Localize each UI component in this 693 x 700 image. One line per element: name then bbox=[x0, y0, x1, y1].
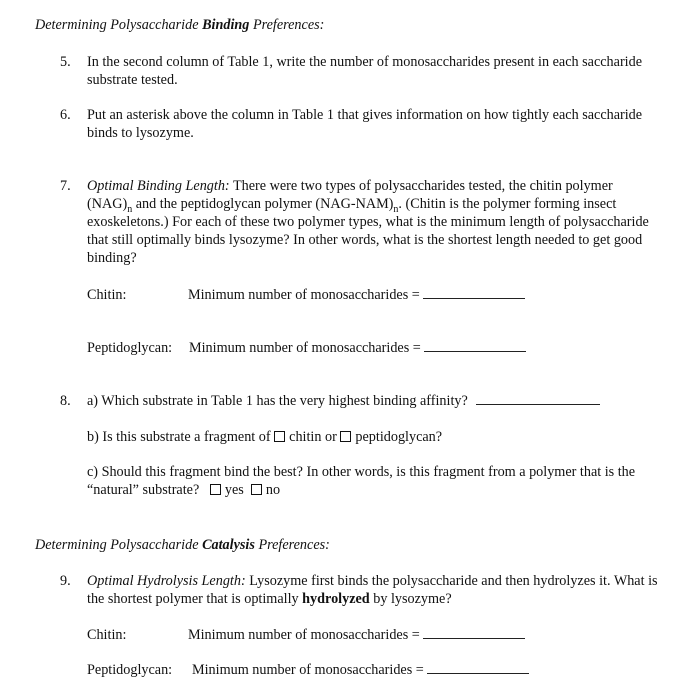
question-9-text bbox=[87, 572, 662, 608]
question-9-lead: Optimal Hydrolysis Length: bbox=[87, 573, 246, 589]
chitin-answer-blank[interactable] bbox=[423, 286, 525, 299]
section-heading-binding bbox=[35, 16, 324, 34]
question-9-text-pre: Lysozyme first binds the polysaccharide and then hydrolyzes it. What is the shortest polymer that is optimally bbox=[87, 573, 658, 607]
question-9-text-post: by lysozyme? bbox=[369, 591, 452, 607]
subscript-n: n bbox=[393, 203, 399, 215]
subscript-n: n bbox=[127, 203, 133, 215]
question-number-6: 6. bbox=[60, 107, 71, 123]
section-heading-catalysis bbox=[35, 536, 330, 554]
peptidoglycan-min-row-q9 bbox=[192, 661, 529, 679]
no-checkbox[interactable] bbox=[251, 484, 262, 495]
question-7-text3: . (Chitin is the polymer forming insect exoskeletons.) For each of these two polymer types, what is the minimum length of polysaccharide that still optimally binds lysozyme? In other words, what is the shortest length needed to get good binding? bbox=[87, 196, 649, 266]
heading-text-end: Preferences: bbox=[249, 17, 325, 33]
question-9-bold: hydrolyzed bbox=[302, 591, 370, 607]
highest-affinity-blank[interactable] bbox=[476, 392, 600, 405]
peptidoglycan-answer-blank[interactable] bbox=[424, 339, 526, 352]
chitin-label-q9: Chitin: bbox=[87, 627, 127, 643]
chitin-label: Chitin: bbox=[87, 287, 127, 303]
question-8b-text: b) Is this substrate a fragment of bbox=[87, 429, 271, 445]
heading-bold: Catalysis bbox=[202, 537, 255, 553]
question-number-5: 5. bbox=[60, 54, 71, 70]
question-8b bbox=[87, 428, 442, 446]
min-label: Minimum number of monosaccharides = bbox=[188, 287, 420, 303]
question-8c-text: c) Should this fragment bind the best? In other words, is this fragment from a polymer that is the “natural” substrate? bbox=[87, 464, 636, 498]
heading-text: Determining Polysaccharide bbox=[35, 17, 203, 33]
min-label: Minimum number of monosaccharides = bbox=[189, 340, 421, 356]
question-6-text: Put an asterisk above the column in Table 1 that gives information on how tightly each saccharide binds to lysozyme. bbox=[87, 107, 643, 141]
chitin-hydrolysis-blank[interactable] bbox=[423, 626, 525, 639]
peptidoglycan-option-label: peptidoglycan? bbox=[355, 429, 443, 445]
question-7-lead: Optimal Binding Length: bbox=[87, 178, 230, 194]
min-label: Minimum number of monosaccharides = bbox=[188, 627, 420, 643]
question-7-text bbox=[87, 177, 657, 267]
question-7-text1: There were two types of polysaccharides tested, the chitin polymer (NAG) bbox=[87, 178, 613, 212]
question-7-text2: and the peptidoglycan polymer (NAG-NAM) bbox=[132, 196, 394, 212]
peptidoglycan-hydrolysis-blank[interactable] bbox=[427, 661, 529, 674]
peptidoglycan-min-row bbox=[189, 339, 526, 357]
chitin-checkbox[interactable] bbox=[274, 431, 285, 442]
peptidoglycan-checkbox[interactable] bbox=[340, 431, 351, 442]
question-number-9: 9. bbox=[60, 573, 71, 589]
min-label: Minimum number of monosaccharides = bbox=[192, 662, 424, 678]
yes-label: yes bbox=[224, 482, 244, 498]
peptidoglycan-label: Peptidoglycan: bbox=[87, 340, 173, 356]
chitin-option-label: chitin or bbox=[289, 429, 337, 445]
no-label: no bbox=[265, 482, 281, 498]
question-8c bbox=[87, 463, 652, 499]
chitin-min-row bbox=[188, 286, 525, 304]
question-number-7: 7. bbox=[60, 178, 71, 194]
heading-text: Determining Polysaccharide bbox=[35, 537, 203, 553]
peptidoglycan-label-q9: Peptidoglycan: bbox=[87, 662, 173, 678]
heading-text-end: Preferences: bbox=[254, 537, 330, 553]
question-8a-text: a) Which substrate in Table 1 has the very highest binding affinity? bbox=[87, 393, 468, 409]
yes-checkbox[interactable] bbox=[210, 484, 221, 495]
question-number-8: 8. bbox=[60, 393, 71, 409]
question-5-text: In the second column of Table 1, write the number of monosaccharides present in each saccharide substrate tested. bbox=[87, 54, 643, 88]
question-8a bbox=[87, 392, 600, 410]
chitin-min-row-q9 bbox=[188, 626, 525, 644]
heading-bold: Binding bbox=[202, 17, 250, 33]
